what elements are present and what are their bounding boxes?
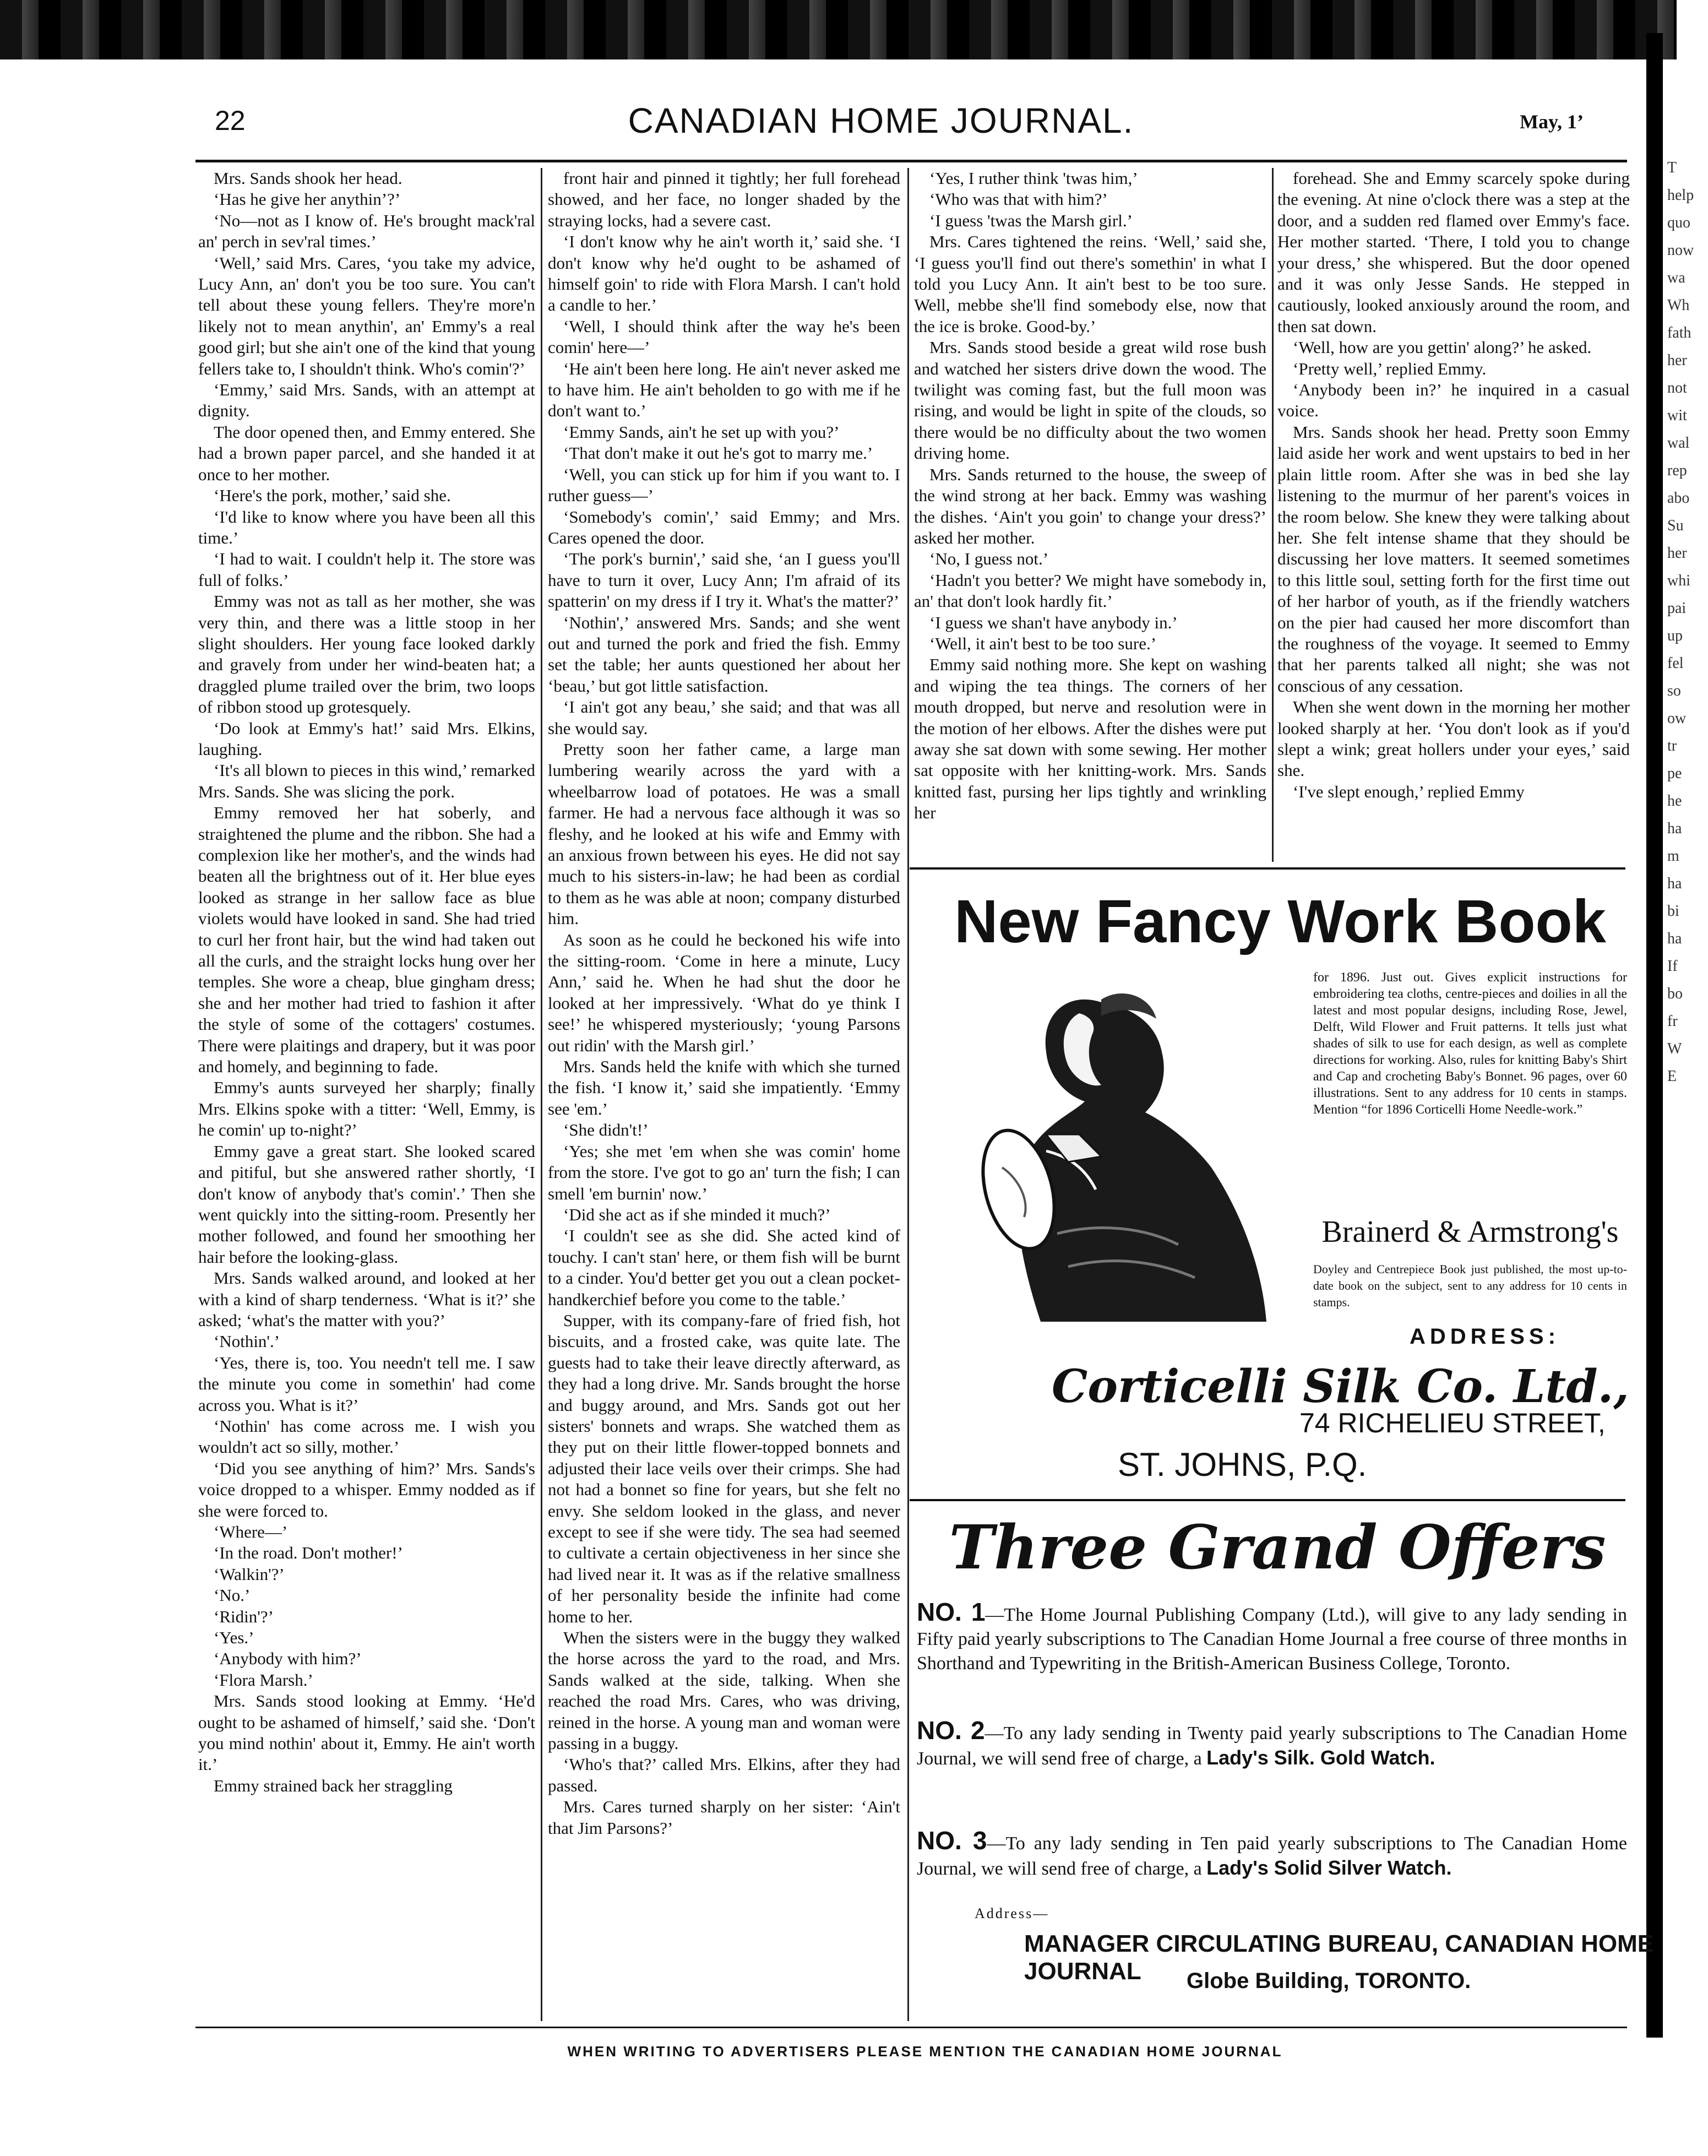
- edge-fragment: wal: [1667, 435, 1690, 452]
- story-paragraph: ‘Who's that?’ called Mrs. Elkins, after they had passed.: [548, 1755, 900, 1795]
- story-paragraph: The door opened then, and Emmy entered. She had a brown paper parcel, and she handed it at once to her mother.: [198, 422, 535, 484]
- adjacent-page-fragments: [1667, 154, 1706, 1090]
- edge-fragment: rep: [1667, 462, 1687, 479]
- edge-fragment: wit: [1667, 407, 1687, 424]
- edge-fragment: quo: [1667, 214, 1690, 231]
- story-paragraph: ‘Here's the pork, mother,’ said she.: [214, 486, 451, 506]
- edge-fragment: her: [1667, 545, 1687, 562]
- edge-fragment: If: [1667, 958, 1678, 975]
- edge-fragment: Su: [1667, 517, 1684, 534]
- story-paragraph: ‘Did she act as if she minded it much?’: [563, 1204, 831, 1224]
- company-name: Corticelli Silk Co. Ltd.,: [1052, 1360, 1629, 1413]
- edge-fragment: not: [1667, 379, 1687, 397]
- column-divider: [1272, 168, 1274, 862]
- section-rule: [910, 867, 1625, 870]
- edge-fragment: W: [1667, 1040, 1682, 1057]
- story-paragraph: ‘I couldn't see as she did. She acted kind of touchy. I can't stan' here, or them fish will be burnt to a cinder. You'd better get you out a clean pocket-handkerchief before you come to the table.’: [548, 1226, 900, 1309]
- story-column-3: [914, 168, 1266, 862]
- story-paragraph: ‘Anybody been in?’ he inquired in a casual voice.: [1277, 380, 1630, 421]
- offer-prize: Lady's Solid Silver Watch.: [1206, 1856, 1452, 1879]
- edge-fragment: fr: [1667, 1013, 1678, 1030]
- story-paragraph: Emmy strained back her straggling: [214, 1775, 453, 1795]
- offer-text: —To any lady sending in Ten paid yearly subscriptions to The Canadian Home Journal, we will send free of charge, a: [917, 1833, 1627, 1879]
- story-paragraph: ‘Ridin'?’: [214, 1606, 274, 1626]
- story-paragraph: Mrs. Cares turned sharply on her sister: ‘Ain't that Jim Parsons?’: [548, 1797, 900, 1838]
- story-paragraph: ‘Hadn't you better? We might have somebody in, an' that don't look hardly fit.’: [914, 570, 1266, 611]
- ad-fine-print: Doyley and Centrepiece Book just published, the most up-to-date book on the subject, sent to any address for 10 cents in stamps.: [1313, 1262, 1627, 1309]
- edge-fragment: bo: [1667, 985, 1683, 1002]
- story-paragraph: ‘Somebody's comin',’ said Emmy; and Mrs. Cares opened the door.: [548, 507, 900, 547]
- edge-fragment: Wh: [1667, 297, 1690, 314]
- story-paragraph: ‘Yes, there is, too. You needn't tell me. I saw the minute you come in somethin' had come across you. What is it?’: [198, 1353, 535, 1415]
- edge-fragment: fel: [1667, 655, 1684, 672]
- offer-number: NO. 2: [917, 1716, 985, 1745]
- edge-fragment: abo: [1667, 490, 1690, 507]
- story-paragraph: ‘Walkin'?’: [214, 1564, 285, 1584]
- story-paragraph: ‘Nothin'.’: [214, 1332, 280, 1351]
- story-paragraph: When the sisters were in the buggy they walked the horse across the yard to the road, and Mrs. Sands walked at the side, talking. When she reached the road Mrs. Cares, who was driving, reined in the horse. A young man and woman were passing in a buggy.: [548, 1628, 900, 1753]
- story-paragraph: ‘I had to wait. I couldn't help it. The store was full of folks.’: [198, 549, 535, 590]
- story-paragraph: ‘Yes, I ruther think 'twas him,’: [929, 169, 1138, 188]
- story-paragraph: ‘Do look at Emmy's hat!’ said Mrs. Elkins, laughing.: [198, 718, 535, 759]
- story-paragraph: Emmy was not as tall as her mother, she was very thin, and there was a little stoop in her slight shoulders. Her young face looked darkly and gravely from under her wind-beaten hat; a draggled plume trailed over the brim, two loops of ribbon stood up grotesquely.: [198, 591, 535, 717]
- story-paragraph: Mrs. Sands shook her head.: [214, 169, 402, 188]
- story-paragraph: ‘I guess 'twas the Marsh girl.’: [929, 210, 1133, 230]
- story-column-1: [198, 168, 535, 2021]
- column-divider: [907, 168, 909, 2021]
- brand-name: Brainerd & Armstrong's: [1321, 1215, 1619, 1249]
- ad-description: for 1896. Just out. Gives explicit instructions for embroidering tea cloths, centre-pieces and doilies in all the latest and most popular designs, including Rose, Jewel, Delft, Wild Flower and Fruit patterns. It tells just what shades of silk to use for each design, as well as complete directions for working. Also, rules for knitting Baby's Shirt and Cap and crocheting Baby's Bonnet. 96 pages, over 60 illustrations. Sent to any address for 10 cents in stamps. Mention “for 1896 Corticelli Home Needle-work.”: [1313, 970, 1627, 1117]
- story-paragraph: ‘I guess we shan't have anybody in.’: [929, 612, 1178, 632]
- edge-fragment: up: [1667, 627, 1683, 644]
- story-paragraph: Mrs. Sands stood looking at Emmy. ‘He'd ought to be ashamed of himself,’ said she. ‘Don't you mind nothin' about it, Emmy. He ain't worth it.’: [198, 1691, 535, 1774]
- story-paragraph: Emmy's aunts surveyed her sharply; finally Mrs. Elkins spoke with a titter: ‘Well, Emmy, is he comin' up to-night?’: [198, 1078, 535, 1140]
- edge-fragment: m: [1667, 848, 1679, 865]
- advertiser-notice: WHEN WRITING TO ADVERTISERS PLEASE MENTION THE CANADIAN HOME JOURNAL: [567, 2043, 1283, 2060]
- column-divider: [541, 168, 542, 2021]
- edge-fragment: now: [1667, 242, 1694, 259]
- offer-prize: Lady's Silk. Gold Watch.: [1206, 1746, 1435, 1769]
- edge-fragment: ha: [1667, 875, 1682, 892]
- story-column-4: [1277, 168, 1630, 862]
- story-paragraph: ‘Yes.’: [214, 1628, 254, 1648]
- story-paragraph: ‘She didn't!’: [563, 1120, 649, 1140]
- story-paragraph: ‘It's all blown to pieces in this wind,’ remarked Mrs. Sands. She was slicing the pork.: [198, 761, 535, 801]
- story-paragraph: As soon as he could he beckoned his wife into the sitting-room. ‘Come in here a minute, Lucy Ann,’ said he. When he had shut the door he looked at her impressively. ‘What do ye think I see!’ he whispered mysteriously; ‘young Parsons out ridin' with the Marsh girl.’: [548, 930, 900, 1055]
- story-paragraph: front hair and pinned it tightly; her full forehead showed, and her face, no longer shaded by the straying locks, had a severe cast.: [548, 169, 900, 230]
- story-column-2: [548, 168, 900, 2021]
- story-paragraph: Mrs. Cares tightened the reins. ‘Well,’ said she, ‘I guess you'll find out there's somethin' in what I told you Lucy Ann. It ain't best to be too sure. Well, mebbe she'll find somebody else, now that the ice is broke. Good-by.’: [914, 232, 1266, 336]
- story-paragraph: ‘Where—’: [214, 1522, 288, 1541]
- story-paragraph: ‘I've slept enough,’ replied Emmy: [1293, 781, 1525, 801]
- story-paragraph: Mrs. Sands shook her head. Pretty soon Emmy laid aside her work and went upstairs to bed in her plain little room. After she was in bed she lay listening to the murmur of her parent's voices in the room below. She knew they were talking about her. She felt intense shame that they should be discussing her love matters. It seemed sometimes to this little soul, setting forth for the first time out of her harbor of youth, as if the friendly watchers on the pier had caused her more discomfort than the roughness of the voyage. It seemed to Emmy that her parents talked all night; she was not conscious of any cessation.: [1277, 422, 1630, 696]
- story-paragraph: ‘He ain't been here long. He ain't never asked me to have him. He ain't beholden to go with me if he don't want to.’: [548, 359, 900, 421]
- edge-fragment: ow: [1667, 710, 1687, 727]
- offer-1: [917, 1600, 1627, 1676]
- journal-title: CANADIAN HOME JOURNAL.: [628, 101, 1134, 140]
- woman-embroidering-illustration: [936, 969, 1299, 1327]
- story-paragraph: ‘Well,’ said Mrs. Cares, ‘you take my advice, Lucy Ann, an' don't you be too sure. You can't tell about these young fellers. They're more'n likely not to mean anythin', an' Emmy's a real good girl; but she ain't one of the kind that young fellers take to, I shouldn't think. Who's comin'?’: [198, 253, 535, 378]
- story-paragraph: ‘Flora Marsh.’: [214, 1670, 313, 1690]
- scan-top-band: [0, 0, 1677, 59]
- edge-fragment: ha: [1667, 930, 1682, 947]
- story-paragraph: forehead. She and Emmy scarcely spoke during the evening. At nine o'clock there was a step at the door, and a sudden red flamed over Emmy's face. Her mother started. ‘There, I told you to change your dress,’ she whispered. But the door opened and it was only Jesse Sands. He stepped in cautiously, looked anxiously around the room, and then sat down.: [1277, 169, 1630, 336]
- story-paragraph: Supper, with its company-fare of fried fish, hot biscuits, and a frosted cake, was quite late. The guests had to take their leave directly afterward, as they had a long drive. Mr. Sands brought the horse and buggy around, and Mrs. Sands got out her sisters' bonnets and wraps. She watched them as they put on their little flower-topped bonnets and adjusted their lace veils over their crimps. She had not had a bonnet so fine for years, but she felt no envy. She seldom looked in the glass, and never except to see if she were tidy. The sea had seemed to cultivate a certain objectiveness in her since she had lived near it. It was as if the relative smallness of her personality beside the infinite had come home to her.: [548, 1310, 900, 1626]
- story-paragraph: ‘Who was that with him?’: [929, 189, 1108, 209]
- story-paragraph: ‘Well, I should think after the way he's been comin' here—’: [548, 316, 900, 357]
- story-paragraph: ‘I'd like to know where you have been all this time.’: [198, 507, 535, 547]
- edge-fragment: he: [1667, 792, 1682, 810]
- story-paragraph: ‘In the road. Don't mother!’: [214, 1543, 403, 1563]
- footer-rule: [195, 2027, 1627, 2028]
- story-paragraph: Mrs. Sands stood beside a great wild rose bush and watched her sisters drive down the wood. The twilight was coming fast, but the full moon was rising, and would be light in spite of the clouds, so there would be no difficulty about the two women driving home.: [914, 338, 1266, 463]
- story-paragraph: ‘I ain't got any beau,’ she said; and that was all she would say.: [548, 697, 900, 738]
- offer-2: [917, 1718, 1627, 1771]
- story-paragraph: ‘No—not as I know of. He's brought mack'ral an' perch in sev'ral times.’: [198, 210, 535, 252]
- issue-date: May, 1’: [1520, 111, 1584, 133]
- building-address: Globe Building, TORONTO.: [1187, 1969, 1471, 1993]
- edge-fragment: ha: [1667, 820, 1682, 837]
- story-paragraph: Emmy said nothing more. She kept on washing and wiping the tea things. The corners of her mouth dropped, but nerve and resolution were in the motion of her elbows. After the dishes were put away she sat down with some sewing. Her mother sat opposite with her knitting-work. Mrs. Sands knitted fast, pursing her lips tightly and wrinkling her: [914, 655, 1266, 823]
- edge-fragment: pe: [1667, 765, 1682, 782]
- story-paragraph: When she went down in the morning her mother looked sharply at her. ‘You don't look as if you'd slept a wink; great hollers under your eyes,’ said she.: [1277, 697, 1630, 780]
- story-paragraph: ‘Emmy,’ said Mrs. Sands, with an attempt at dignity.: [198, 380, 535, 421]
- story-paragraph: Pretty soon her father came, a large man lumbering wearily across the yard with a wheelbarrow load of potatoes. He was a small farmer. He had a nervous face although it was so fleshy, and he looked at his wife and Emmy with an anxious frown between his eyes. He did not say much to his sisters-in-law; he had been as cordial to them as he was able at noon; company disturbed him.: [548, 739, 900, 928]
- page-number: 22: [215, 105, 246, 136]
- edge-fragment: E: [1667, 1068, 1677, 1085]
- address-label: Address—: [975, 1905, 1049, 1921]
- story-paragraph: ‘Well, it ain't best to be too sure.’: [929, 633, 1157, 653]
- story-paragraph: ‘Yes; she met 'em when she was comin' home from the store. I've got to go an' turn the fish; I can smell 'em burnin' now.’: [548, 1141, 900, 1203]
- edge-fragment: T: [1667, 159, 1677, 176]
- edge-fragment: tr: [1667, 737, 1677, 754]
- edge-fragment: fath: [1667, 324, 1691, 341]
- story-paragraph: ‘The pork's burnin',’ said she, ‘an I guess you'll have to turn it over, Lucy Ann; I'm afraid of its spatterin' on my dress if I try it. What's the matter?’: [548, 549, 900, 611]
- story-paragraph: ‘That don't make it out he's got to marry me.’: [563, 443, 873, 463]
- story-paragraph: Mrs. Sands walked around, and looked at her with a kind of sharp tenderness. ‘What is it?’ she asked; ‘what's the matter with you?’: [198, 1268, 535, 1330]
- story-paragraph: ‘Emmy Sands, ain't he set up with you?’: [563, 422, 840, 442]
- offer-text: —The Home Journal Publishing Company (Ltd.), will give to any lady sending in Fifty paid yearly subscriptions to The Canadian Home Journal a free course of three months in Shorthand and Typewriting in the British-American Business College, Toronto.: [917, 1605, 1627, 1674]
- section-rule: [910, 1499, 1625, 1501]
- ad-title: New Fancy Work Book: [954, 888, 1606, 955]
- story-paragraph: Emmy removed her hat soberly, and straightened the plume and the ribbon. She had a complexion like her mother's, and the winds had beaten all the brightness out of it. Her blue eyes looked as strange in her sallow face as blue violets would have looked in sand. She had tried to curl her front hair, but the wind had taken out all the curls, and the straight locks hung over her temples. She wore a cheap, blue gingham dress; she and her mother had tried to fashion it after the style of some of the cottagers' costumes. There were plaitings and drapery, but it was poor and homely, and beginning to fade.: [198, 803, 535, 1077]
- offer-text: —To any lady sending in Twenty paid yearly subscriptions to The Canadian Home Journal, we will send free of charge, a: [917, 1723, 1627, 1769]
- story-paragraph: ‘Well, how are you gettin' along?’ he asked.: [1293, 338, 1592, 357]
- offer-number: NO. 1: [917, 1598, 986, 1626]
- story-paragraph: ‘I don't know why he ain't worth it,’ said she. ‘I don't know why he'd ought to be ashamed of himself goin' to ride with Flora Marsh. I can't hold a candle to her.’: [548, 232, 900, 315]
- company-city: ST. JOHNS, P.Q.: [1118, 1446, 1367, 1483]
- story-paragraph: ‘Nothin' has come across me. I wish you wouldn't act so silly, mother.’: [198, 1416, 535, 1457]
- edge-fragment: pai: [1667, 600, 1687, 617]
- story-paragraph: ‘Nothin',’ answered Mrs. Sands; and she went out and turned the pork and fried the fish. Emmy set the table; her aunts questioned her about her ‘beau,’ but got little satisfaction.: [548, 612, 900, 696]
- offers-title: Three Grand Offers: [949, 1512, 1606, 1583]
- story-paragraph: ‘Pretty well,’ replied Emmy.: [1293, 359, 1487, 378]
- offer-number: NO. 3: [917, 1826, 987, 1855]
- story-paragraph: Mrs. Sands returned to the house, the sweep of the wind strong at her back. Emmy was washing the dishes. ‘Ain't you goin' to change your dress?’ asked her mother.: [914, 464, 1266, 547]
- edge-fragment: help: [1667, 187, 1694, 204]
- edge-fragment: wa: [1667, 269, 1685, 286]
- story-paragraph: ‘Has he give her anythin’?’: [214, 189, 401, 209]
- address-label: ADDRESS:: [1410, 1324, 1560, 1349]
- story-paragraph: Emmy gave a great start. She looked scared and pitiful, but she answered rather shortly, ‘I don't know of anybody that's comin'.’ Then she went quickly into the sitting-room. Presently her mother followed, and found her smoothing her hair before the looking-glass.: [198, 1141, 535, 1267]
- story-paragraph: Mrs. Sands held the knife with which she turned the fish. ‘I know it,’ said she impatiently. ‘Emmy see 'em.’: [548, 1057, 900, 1118]
- story-paragraph: ‘No.’: [214, 1585, 251, 1605]
- offer-3: [917, 1828, 1627, 1881]
- edge-fragment: bi: [1667, 903, 1679, 920]
- story-paragraph: ‘Well, you can stick up for him if you want to. I ruther guess—’: [548, 464, 900, 506]
- company-street: 74 RICHELIEU STREET,: [1299, 1408, 1606, 1438]
- story-paragraph: ‘Anybody with him?’: [214, 1649, 362, 1669]
- edge-fragment: whi: [1667, 572, 1690, 589]
- story-paragraph: ‘No, I guess not.’: [929, 549, 1049, 569]
- header-rule: [195, 160, 1627, 162]
- edge-fragment: her: [1667, 352, 1687, 369]
- scan-binding-edge: [1646, 33, 1663, 2038]
- manager-address: MANAGER CIRCULATING BUREAU, CANADIAN HOME JOURNAL: [1024, 1930, 1654, 1985]
- edge-fragment: so: [1667, 682, 1681, 699]
- story-paragraph: ‘Did you see anything of him?’ Mrs. Sands's voice dropped to a whisper. Emmy nodded as if she were forced to.: [198, 1458, 535, 1520]
